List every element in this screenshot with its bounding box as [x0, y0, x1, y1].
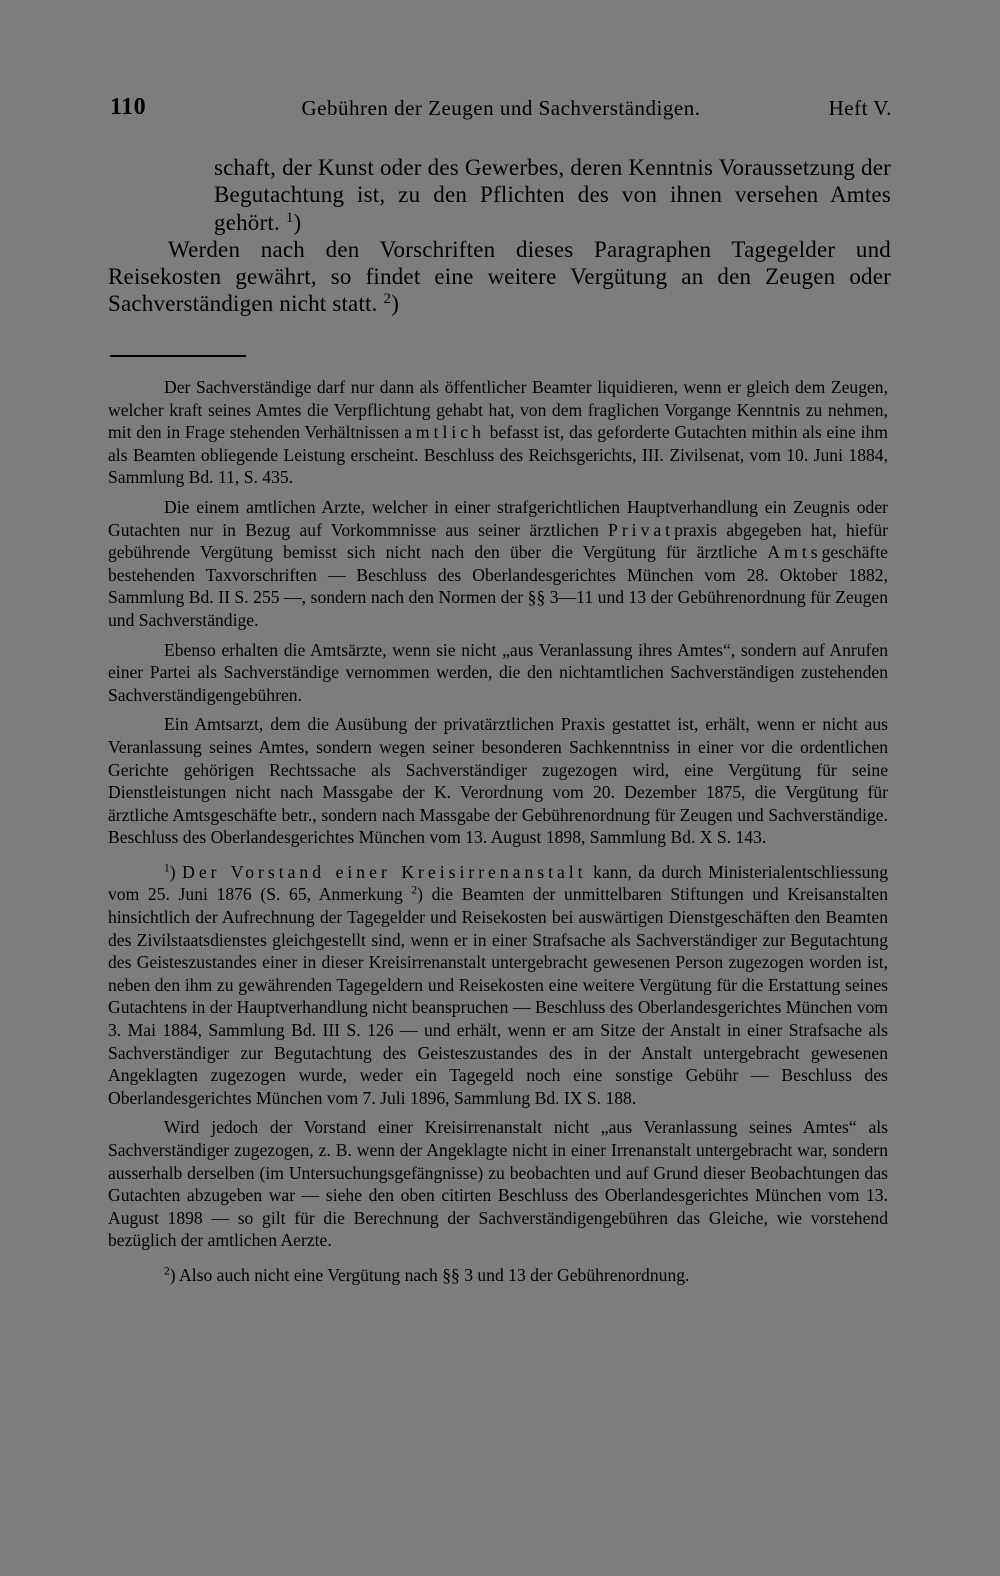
annotation-paragraph: Ein Amtsarzt, dem die Ausübung der privatärztlichen Praxis gestattet ist, erhält, wenn er nicht aus Veranlassung seines Amtes, sondern wegen seiner besonderen Sachkenntniss in einer vor die ordentlichen Gerichte gehörigen Rechtssache als Sachverständiger zugezogen wird, eine Vergütung für seine Dienstleistungen nicht nach Massgabe der K. Verordnung vom 20. Dezember 1875, die Vergütung für ärztliche Amtsgeschäfte betr., sondern nach Massgabe der Gebührenordnung für Zeugen und Sachverständige. Beschluss des Oberlandesgerichtes München vom 13. August 1898, Sammlung Bd. X S. 143.	[108, 714, 888, 848]
main-paragraph-text: Werden nach den Vorschriften dieses Paragraphen Tagegelder und Reisekosten gewährt, so findet eine weitere Vergütung an den Zeugen oder Sachverständigen nicht statt.	[108, 236, 891, 317]
annotation-paragraph: Ebenso erhalten die Amtsärzte, wenn sie nicht „aus Veranlassung ihres Amtes“, sondern auf Anrufen einer Partei als Sachverständige vernommen werden, die den nichtamtlichen Sachverständigen zustehenden Sachverständigengebühren.	[108, 639, 888, 705]
footnote-text: kann, da durch Ministerialentschliessung vom 25. Juni 1876 (S. 65, Anmerkung	[108, 861, 888, 905]
footnote-1: $^1$) Der Vorstand einer Kreisirrenanstalt kann, da durch Ministerialentschliessung vom 25. Juni 1876 (S. 65, Anmerkung $^2$) die Beamten der unmittelbaren Stiftungen und Kreisanstalten hinsichtlich der Aufrechnung der Tagegelder und Reisekosten bei auswärtigen Dienstgeschäften den Beamten des Zivilstaatsdienstes gleichgestellt sind, wenn er in einer Strafsache als Sachverständiger zur Begutachtung des Geisteszustandes einer in dieser Kreisirrenanstalt untergebracht gewesenen Person zugezogen worden ist, neben den ihm zu gewährenden Tagegeldern und Reisekosten eine weitere Vergütung für die Erstattung seines Gutachtens in der Hauptverhandlung nicht beanspruchen — Beschluss des Oberlandesgerichtes München vom 3. Mai 1884, Sammlung Bd. III S. 126 — und erhält, wenn er am Sitze der Anstalt in einer Strafsache als Sachverständiger zur Begutachtung des Geisteszustandes des in der Anstalt untergebracht gewesenen Angeklagten zugezogen wurde, weder ein Tagegeld noch eine sonstige Gebühr — Beschluss des Oberlandesgerichtes München vom 7. Juli 1896, Sammlung Bd. IX S. 188.	[108, 861, 888, 1108]
spaced-emphasis: Privat	[608, 519, 675, 540]
annotation-paragraph	[108, 496, 888, 632]
annotation-paragraph	[108, 376, 888, 489]
annotation-text: befasst ist, das geforderte Gutachten mithin als eine ihm als Beamten obliegende Leistung erscheint. Beschluss des Reichsgerichts, III. Zivilsenat, vom 10. Juni 1884, Sammlung Bd. 11, S. 435.	[108, 422, 888, 488]
footnote-ref: 2	[383, 291, 392, 308]
footnote-text: ) die Beamten der unmittelbaren Stiftungen und Kreisanstalten hinsichtlich der Aufrechnung der Tagegelder und Reisekosten bei auswärtigen Dienstgeschäften den Beamten des Zivilstaatsdienstes gleichgestellt sind, wenn er in einer Strafsache als Sachverständiger zur Begutachtung des Geisteszustandes einer in dieser Kreisirrenanstalt untergebracht gewesenen Person zugezogen worden ist, neben den ihm zu gewährenden Tagegeldern und Reisekosten eine weitere Vergütung für die Erstattung seines Gutachtens in der Hauptverhandlung nicht beanspruchen — Beschluss des Oberlandesgerichtes München vom 3. Mai 1884, Sammlung Bd. III S. 126 — und erhält, wenn er am Sitze der Anstalt in einer Strafsache als Sachverständiger zur Begutachtung des Geisteszustandes des in der Anstalt untergebracht gewesenen Angeklagten zugezogen wurde, weder ein Tagegeld noch eine sonstige Gebühr — Beschluss des Oberlandesgerichtes München vom 7. Juli 1896, Sammlung Bd. IX S. 188.	[108, 884, 888, 1108]
main-text	[108, 154, 891, 318]
annotation-text: Die einem amtlichen Arzte, welcher in einer strafgerichtlichen Hauptverhandlung ein Zeugnis oder Gutachten nur in Bezug auf Vorkommnisse aus seiner ärztlichen	[108, 496, 888, 540]
annotation-text: praxis abgegeben hat, hiefür gebührende Vergütung bemisst sich nicht nach den über die Vergütung für ärztliche	[108, 519, 888, 563]
page-number: 110	[110, 94, 147, 120]
spaced-emphasis: amtlich	[404, 422, 485, 443]
main-paragraph: Werden nach den Vorschriften dieses Paragraphen Tagegelder und Reisekosten gewährt, so findet eine weitere Vergütung an den Zeugen oder Sachverständigen nicht statt. $^2$)	[108, 236, 891, 317]
footnote-marker: 2	[164, 1265, 170, 1278]
footnote-1-continued: Wird jedoch der Vorstand einer Kreisirrenanstalt nicht „aus Veranlassung seines Amtes“ als Sachverständiger zugezogen, z. B. wenn der Angeklagte nicht in einer Irrenanstalt untergebracht war, sondern ausserhalb derselben (im Untersuchungsgefängnisse) zu beobachten und auf Grund dieser Beobachtungen das Gutachten abzugeben war — siehe den oben citirten Beschluss des Oberlandesgerichtes München vom 13. August 1898 — so gilt für die Berechnung der Sachverständigengebühren das Gleiche, wie vorstehend bezüglich der amtlichen Aerzte.	[108, 1117, 888, 1251]
issue-label: Heft V.	[828, 96, 892, 120]
running-title: Gebühren der Zeugen und Sachverständigen.	[301, 96, 701, 120]
annotations	[108, 376, 888, 1287]
spaced-emphasis: Amts	[767, 542, 822, 563]
main-paragraph: schaft, der Kunst oder des Gewerbes, deren Kenntnis Voraussetzung der Begutachtung ist, zu den Pflichten des von ihnen versehen Amtes gehört. $^1$)	[214, 155, 891, 235]
footnote-marker: 1	[164, 862, 170, 875]
footnote-divider	[110, 355, 246, 357]
footnote-text: ) Also auch nicht eine Vergütung nach §§ 3 und 13 der Gebührenordnung.	[169, 1264, 690, 1285]
footnote-2	[108, 1264, 888, 1287]
page-header	[110, 94, 892, 128]
footnote-ref: 1	[285, 209, 294, 226]
spaced-emphasis: Der Vorstand einer Kreisirrenanstalt	[182, 861, 587, 882]
annotation-text: Der Sachverständige darf nur dann als öffentlicher Beamter liquidieren, wenn er gleich dem Zeugen, welcher kraft seines Amtes die Verpflichtung gehabt hat, von dem fraglichen Vorgange Kenntnis zu nehmen, mit den in Frage stehenden Verhältnissen	[108, 377, 888, 443]
annotation-text: geschäfte bestehenden Taxvorschriften — Beschluss des Oberlandesgerichtes München vom 28. Oktober 1882, Sammlung Bd. II S. 255 —, sondern nach den Normen der §§ 3—11 und 13 der Gebührenordnung für Zeugen und Sachverständige.	[108, 542, 888, 630]
footnote-ref: 2	[411, 885, 418, 898]
main-paragraph-text: schaft, der Kunst oder des Gewerbes, deren Kenntnis Voraussetzung der Begutachtung ist, zu den Pflichten des von ihnen versehen Amtes gehört.	[214, 155, 891, 235]
